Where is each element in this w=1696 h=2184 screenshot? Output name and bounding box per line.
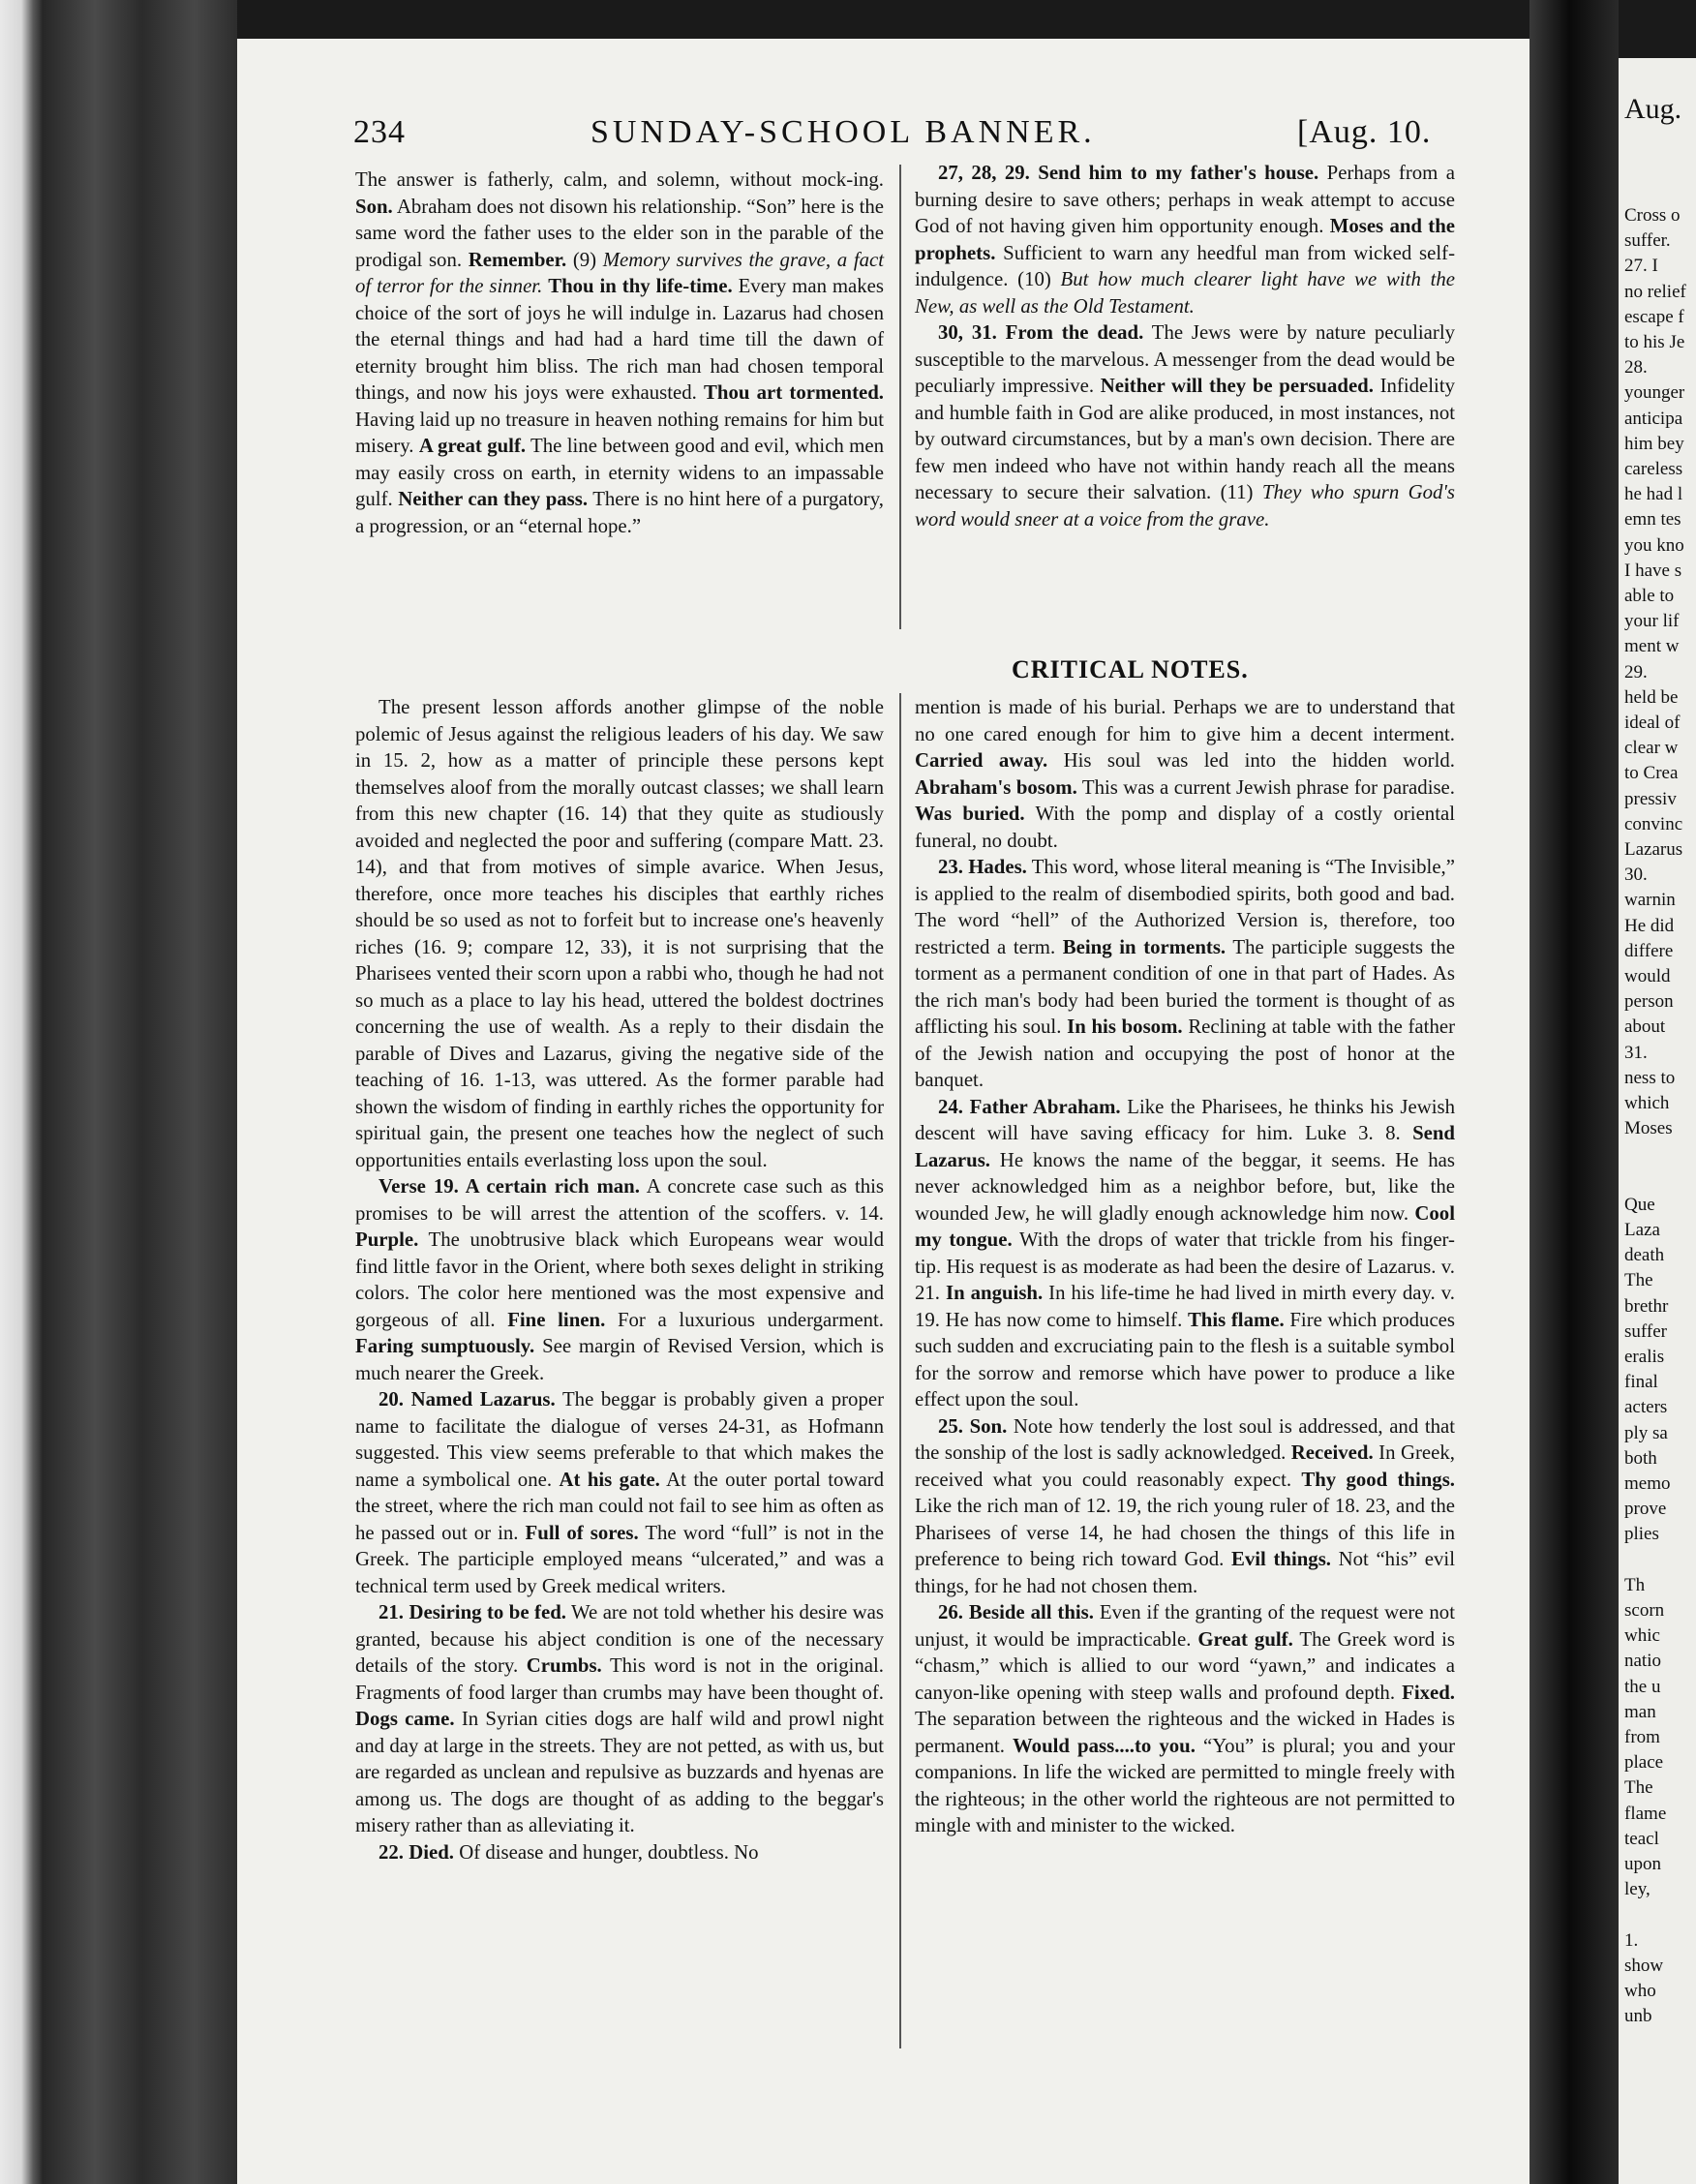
facing-page-line: brethr <box>1624 1295 1669 1317</box>
facing-page-line: convinc <box>1624 813 1683 834</box>
facing-page-line: ideal of <box>1624 713 1681 733</box>
bold-term: 21. Desiring to be fed. <box>379 1601 566 1623</box>
text-run: Not “his” evil things, for he had not chosen them. <box>915 1548 1461 1597</box>
facing-page-line: 1. <box>1624 1929 1639 1951</box>
text-run: The present lesson affords another glimpse of the noble polemic of Jesus against the religious leaders of his day. We saw in 15. 2, how as a matter of principle these persons kept themselves aloof from the morally outcast classes; we shall learn from this new chapter (16. 14) that they quite as studiously avoided and neglected the poor and suffering (compare Matt. 23. 14), and that from motives of simple avarice. When Jesus, therefore, once more teaches his disciples that earthly riches should be so used as not to forfeit but to increase one's heavenly riches (16. 9; compare 12, 33), it is not surprising that the Pharisees vented their scorn upon a rabbi who, though he had not so much as a place to lay his head, uttered the boldest doctrines concerning the use of wealth. As a reply to their disdain the parable of Dives and Lazarus, giving the negative side of the teaching of 16. 1-13, was uttered. As the former parable had shown the wisdom of finding in earthly riches the opportunity for spiritual gain, the present one teaches how the neglect of such opportunities entails everlasting loss upon the soul. <box>355 696 890 1171</box>
bold-term: Received. <box>1290 1441 1374 1464</box>
facing-page-line: held be <box>1624 686 1679 708</box>
bold-term: Abraham's bosom. <box>915 775 1077 799</box>
facing-page-line: place <box>1624 1752 1664 1774</box>
text-run: Like the rich man of 12. 19, the rich young ruler of 18. 23, and the Pharisees of verse 14, he had chosen the things of this life in preference to being rich toward God. <box>915 1468 1461 1570</box>
bold-term: Dogs came. <box>355 1708 455 1730</box>
facing-page-line: your lif <box>1624 611 1680 632</box>
text-run: This was a current Jewish phrase for paradise. <box>1076 775 1461 799</box>
text-run: Reclining at table with the father of the Jewish nation and occupying the post of honor at the banquet. <box>915 1016 1461 1091</box>
text-run: At the outer portal toward the street, where the rich man could not fail to see him as often as he passed out or in. <box>355 1468 890 1544</box>
facing-page-line: able to <box>1624 586 1675 606</box>
paragraph <box>355 694 890 1173</box>
text-run: The separation between the righteous and the wicked in Hades is permanent. <box>915 1681 1461 1757</box>
text-run: Like the Pharisees, he thinks his Jewish descent will have saving efficacy for him. Luke 3. 8. <box>915 1095 1461 1144</box>
lower-left-column <box>355 694 890 1866</box>
text-run: Even if the granting of the request were not unjust, it would be impracticable. <box>915 1601 1461 1651</box>
facing-page-line: Cross o <box>1624 205 1681 226</box>
facing-page-line: no relief <box>1624 281 1686 302</box>
facing-page-line: memo <box>1624 1473 1671 1494</box>
text-run: With the drops of water that trickle from his finger-tip. His request is as moderate as had been the desire of Lazarus. v. 21. <box>915 1228 1461 1304</box>
facing-page-line: eralis <box>1624 1347 1665 1367</box>
facing-page-line: 30. <box>1624 864 1648 886</box>
facing-page-line: 29. <box>1624 661 1648 682</box>
facing-page-line: emn tes <box>1624 509 1681 531</box>
text-run: There is no hint here of a purgatory, a progression, or an “eternal hope.” <box>355 488 890 537</box>
bold-term: Fine linen. <box>507 1308 606 1331</box>
issue-date: [Aug. 10. <box>1297 114 1432 150</box>
facing-page-line: Th <box>1624 1574 1646 1595</box>
facing-page-line: which <box>1624 1093 1670 1113</box>
facing-page-line: scorn <box>1624 1600 1665 1621</box>
text-run: “You” is plural; you and your companions. In life the wicked are permitted to mingle freely with the righteous; in the other world the righteous are not permitted to mingle with and minister to the wicked. <box>915 1734 1461 1836</box>
bold-term: At his gate. <box>559 1468 660 1491</box>
bold-term: Evil things. <box>1231 1548 1331 1570</box>
paragraph <box>355 1599 890 1839</box>
facing-page-line: pressiv <box>1624 788 1677 809</box>
facing-page-line: Lazarus <box>1624 839 1683 860</box>
facing-page-line: man <box>1624 1701 1656 1722</box>
bold-term: 25. Son. <box>938 1414 1008 1438</box>
bold-term: 27, 28, 29. Send him to my father's house. <box>938 162 1319 184</box>
book-page <box>237 39 1529 2184</box>
facing-page-line: to Crea <box>1624 763 1679 784</box>
text-run: Sufficient to warn any heedful man from wicked self-indulgence. (10) <box>915 241 1455 290</box>
bold-term: Son. <box>355 195 393 218</box>
facing-page-line: final <box>1624 1372 1658 1393</box>
facing-page-line: would <box>1624 966 1671 986</box>
facing-page-line: careless <box>1624 459 1683 479</box>
text-run: Fire which produces such sudden and excruciating pain to the flesh is a suitable symbol for the sorrow and remorse which have power to produce a like effect upon the soul. <box>915 1308 1461 1410</box>
facing-page-line: plies <box>1624 1524 1659 1545</box>
facing-page-line: The <box>1624 1270 1653 1291</box>
text-run: Perhaps from a burning desire to save others; perhaps in weak attempt to accuse God of not having given him opportunity enough. <box>915 162 1461 237</box>
critical-notes-heading: CRITICAL NOTES. <box>1012 655 1249 683</box>
facing-page-header: Aug. <box>1624 93 1682 125</box>
facing-page-line: 28. <box>1624 357 1648 379</box>
facing-page-line: younger <box>1624 382 1685 404</box>
facing-page-line: upon <box>1624 1854 1661 1874</box>
bold-term: A great gulf. <box>418 435 527 457</box>
facing-page-line: differe <box>1624 940 1674 961</box>
facing-page-line: to his Je <box>1624 332 1685 352</box>
italic-note: Memory survives the grave, a fact of terror for the sinner. <box>355 248 890 297</box>
bold-term: Cool my tongue. <box>915 1201 1461 1251</box>
text-run: In Syrian cities dogs are half wild and prowl night and day at large in the streets. They are not petted, as with us, but are regarded as unclean and repulsive as buzzards and hyenas are among us. The dogs are thought of as adding to the beggar's misery rather than as alleviating it. <box>355 1708 890 1836</box>
bold-term: Crumbs. <box>526 1654 602 1677</box>
text-run: Having laid up no treasure in heaven nothing remains for him but misery. <box>355 381 890 457</box>
facing-page-line: flame <box>1624 1803 1667 1824</box>
text-run: The participle suggests the torment as a permanent condition of one in that part of Hades. As the rich man's body had been buried the torment is thought of as afflicting his soul. <box>915 935 1461 1038</box>
facing-page-line: Laza <box>1624 1220 1660 1240</box>
text-run: Of disease and hunger, doubtless. No <box>454 1840 759 1864</box>
paragraph <box>915 160 1461 319</box>
text-run: We are not told whether his desire was granted, because his abject condition is one of the necessary details of the story. <box>355 1601 890 1677</box>
text-run: The answer is fatherly, calm, and solemn, without mock-ing. <box>355 168 890 191</box>
bold-term: Great gulf. <box>1197 1627 1293 1651</box>
bold-term: Remember. <box>468 248 567 271</box>
bold-term: Would pass....to you. <box>1013 1734 1196 1757</box>
bold-term: In anguish. <box>945 1282 1044 1304</box>
text-run: Infidelity and humble faith in God are alike produced, in most instances, not by outward circumstances, but by a man's own decision. There are few men indeed who have not within handy reach all the means necessary to secure their salvation. (11) <box>915 375 1461 503</box>
bold-term: 26. Beside all this. <box>938 1601 1094 1623</box>
bold-term: Thou art tormented. <box>704 381 884 404</box>
bold-term: Purple. <box>355 1228 419 1251</box>
paragraph <box>915 1599 1461 1839</box>
bold-term: In his bosom. <box>1067 1016 1183 1038</box>
italic-note: They who spurn God's word would sneer at a voice from the grave. <box>915 481 1461 531</box>
facing-page-line: from <box>1624 1727 1660 1747</box>
paragraph <box>355 1839 884 1866</box>
facing-page-line: ley, <box>1624 1879 1651 1900</box>
facing-page-line: who <box>1624 1981 1656 2001</box>
facing-page-line: Que <box>1624 1194 1655 1215</box>
upper-right-column <box>915 160 1461 532</box>
bold-term: Verse 19. A certain rich man. <box>379 1175 640 1198</box>
text-run: For a luxurious undergarment. <box>605 1308 890 1331</box>
facing-page-line: ment w <box>1624 636 1680 657</box>
facing-page-line: person <box>1624 991 1674 1013</box>
facing-page-line: 31. <box>1624 1042 1648 1063</box>
text-run: The unobtrusive black which Europeans wear would find little favor in the Orient, where both sexes delight in striking colors. The color here mentioned was the most expensive and gorgeous of all. <box>355 1228 890 1331</box>
column-divider-lower <box>899 693 901 2048</box>
text-run: (9) <box>566 248 603 271</box>
bold-term: Faring sumptuously. <box>355 1335 535 1357</box>
bold-term: 24. Father Abraham. <box>938 1095 1121 1118</box>
text-run: This word is not in the original. Fragments of food larger than crumbs may have been thought of. <box>355 1654 890 1704</box>
facing-page-line: The <box>1624 1777 1653 1799</box>
facing-page-line: natio <box>1624 1651 1661 1672</box>
facing-page-line: prove <box>1624 1499 1667 1520</box>
paragraph <box>915 854 1461 1094</box>
page-gutter <box>1529 0 1619 2184</box>
facing-page-line: He did <box>1624 915 1675 936</box>
text-run: In Greek, received what you could reasonably expect. <box>915 1441 1461 1491</box>
paragraph <box>915 319 1461 532</box>
facing-page-line: escape f <box>1624 306 1684 327</box>
upper-left-column <box>355 167 890 539</box>
facing-page-line: Moses <box>1624 1118 1673 1139</box>
book-spine <box>0 0 237 2184</box>
text-run: With the pomp and display of a costly oriental funeral, no doubt. <box>915 803 1461 852</box>
text-run: Abraham does not disown his relationship. “Son” here is the same word the father uses to the elder son in the parable of the prodigal son. <box>355 195 890 271</box>
text-run: Note how tenderly the lost soul is addressed, and that the sonship of the lost is sadly acknowledged. <box>915 1414 1461 1464</box>
paragraph <box>915 1413 1461 1600</box>
facing-page-line: whic <box>1624 1625 1660 1647</box>
facing-page-line: about <box>1624 1016 1666 1038</box>
column-divider <box>899 165 901 629</box>
bold-term: 20. Named Lazarus. <box>379 1388 556 1410</box>
facing-page-line: him bey <box>1624 433 1684 454</box>
facing-page-line: anticipa <box>1624 408 1683 429</box>
facing-page-line: ply sa <box>1624 1422 1668 1443</box>
bold-term: 22. Died. <box>379 1840 454 1864</box>
facing-page-line: suffer <box>1624 1320 1667 1342</box>
facing-page-line: acters <box>1624 1397 1668 1418</box>
facing-page-fragment <box>1619 58 1696 2184</box>
lower-right-column <box>915 694 1461 1839</box>
bold-term: Neither can they pass. <box>398 488 589 510</box>
facing-page-line: the u <box>1624 1676 1661 1697</box>
paragraph <box>355 1386 890 1599</box>
bold-term: Moses and the prophets. <box>915 215 1461 264</box>
running-title: SUNDAY-SCHOOL BANNER. <box>591 114 1096 150</box>
facing-page-line: unb <box>1624 2006 1652 2027</box>
facing-page-line: death <box>1624 1245 1665 1266</box>
bold-term: Thy good things. <box>1301 1468 1455 1491</box>
facing-page-line: clear w <box>1624 738 1679 759</box>
facing-page-line: suffer. <box>1624 230 1671 252</box>
paragraph <box>915 694 1461 854</box>
text-run: Every man makes choice of the sort of joys he will indulge in. Lazarus had chosen the eternal things and had had a hard time till the dawn of eternity brought him bliss. The rich man had chosen temporal things, and now his joys were exhausted. <box>355 275 890 404</box>
bold-term: Send Lazarus. <box>915 1122 1461 1171</box>
facing-page-line: you kno <box>1624 534 1684 556</box>
text-run: The word “full” is not in the Greek. The participle employed means “ulcerated,” and was a technical term used by Greek medical writers. <box>355 1521 890 1597</box>
facing-page-line: ness to <box>1624 1067 1676 1088</box>
paragraph <box>355 1173 890 1386</box>
bold-term: 30, 31. From the dead. <box>938 321 1144 344</box>
page-number: 234 <box>353 114 406 150</box>
bold-term: 23. Hades. <box>938 856 1027 878</box>
bold-term: This flame. <box>1187 1308 1285 1331</box>
text-run: His soul was led into the hidden world. <box>1047 749 1461 772</box>
text-run: The beggar is probably given a proper name to facilitate the dialogue of verses 24-31, as Hofmann suggested. This view seems preferable to that which makes the name a symbolical one. <box>355 1388 890 1491</box>
text-run: The Jews were by nature peculiarly susceptible to the marvelous. A messenger from the dead would be peculiarly impressive. <box>915 321 1461 397</box>
text-run: mention is made of his burial. Perhaps we are to understand that no one cared enough for him to give him a decent interment. <box>915 696 1461 745</box>
bold-term: Carried away. <box>915 749 1048 772</box>
facing-page-line: both <box>1624 1447 1657 1469</box>
bold-term: Being in torments. <box>1062 935 1227 958</box>
text-run: In his life-time he had lived in mirth every day. v. 19. He has now come to himself. <box>915 1282 1461 1331</box>
text-run: The Greek word is “chasm,” which is allied to our word “yawn,” and indicates a canyon-like opening with steep walls and profound depth. <box>915 1627 1461 1704</box>
paragraph <box>355 167 890 539</box>
paragraph <box>915 1094 1461 1413</box>
text-run: This word, whose literal meaning is “The Invisible,” is applied to the realm of disembodied spirits, both good and bad. The word “hell” of the Authorized Version is, therefore, too restricted a term. <box>915 856 1461 958</box>
facing-page-line: show <box>1624 1955 1664 1976</box>
bold-term: Neither will they be persuaded. <box>1100 375 1374 397</box>
bold-term: Full of sores. <box>525 1521 639 1544</box>
bold-term: Fixed. <box>1402 1681 1455 1704</box>
bold-term: Thou in thy life-time. <box>548 275 733 297</box>
facing-page-line: warnin <box>1624 890 1676 911</box>
facing-page-line: 27. I <box>1624 256 1658 277</box>
text-run: The line between good and evil, which men may easily cross on earth, in eternity widens to an impassable gulf. <box>355 435 890 510</box>
text-run: He knows the name of the beggar, it seems. He has never acknowledged him as a neighbor before, but, like the wounded Jew, he will gladly enough acknowledge him now. <box>915 1148 1461 1225</box>
facing-page-line: teacl <box>1624 1828 1659 1849</box>
facing-page-line: I have s <box>1624 560 1682 581</box>
bold-term: Was buried. <box>915 803 1025 825</box>
text-run: See margin of Revised Version, which is much nearer the Greek. <box>355 1335 890 1384</box>
facing-page-line: he had l <box>1624 484 1683 505</box>
text-run: A concrete case such as this promises to be will arrest the attention of the scoffers. v. 14. <box>355 1175 890 1225</box>
italic-note: But how much clearer light have we with the New, as well as the Old Testament. <box>915 268 1461 318</box>
